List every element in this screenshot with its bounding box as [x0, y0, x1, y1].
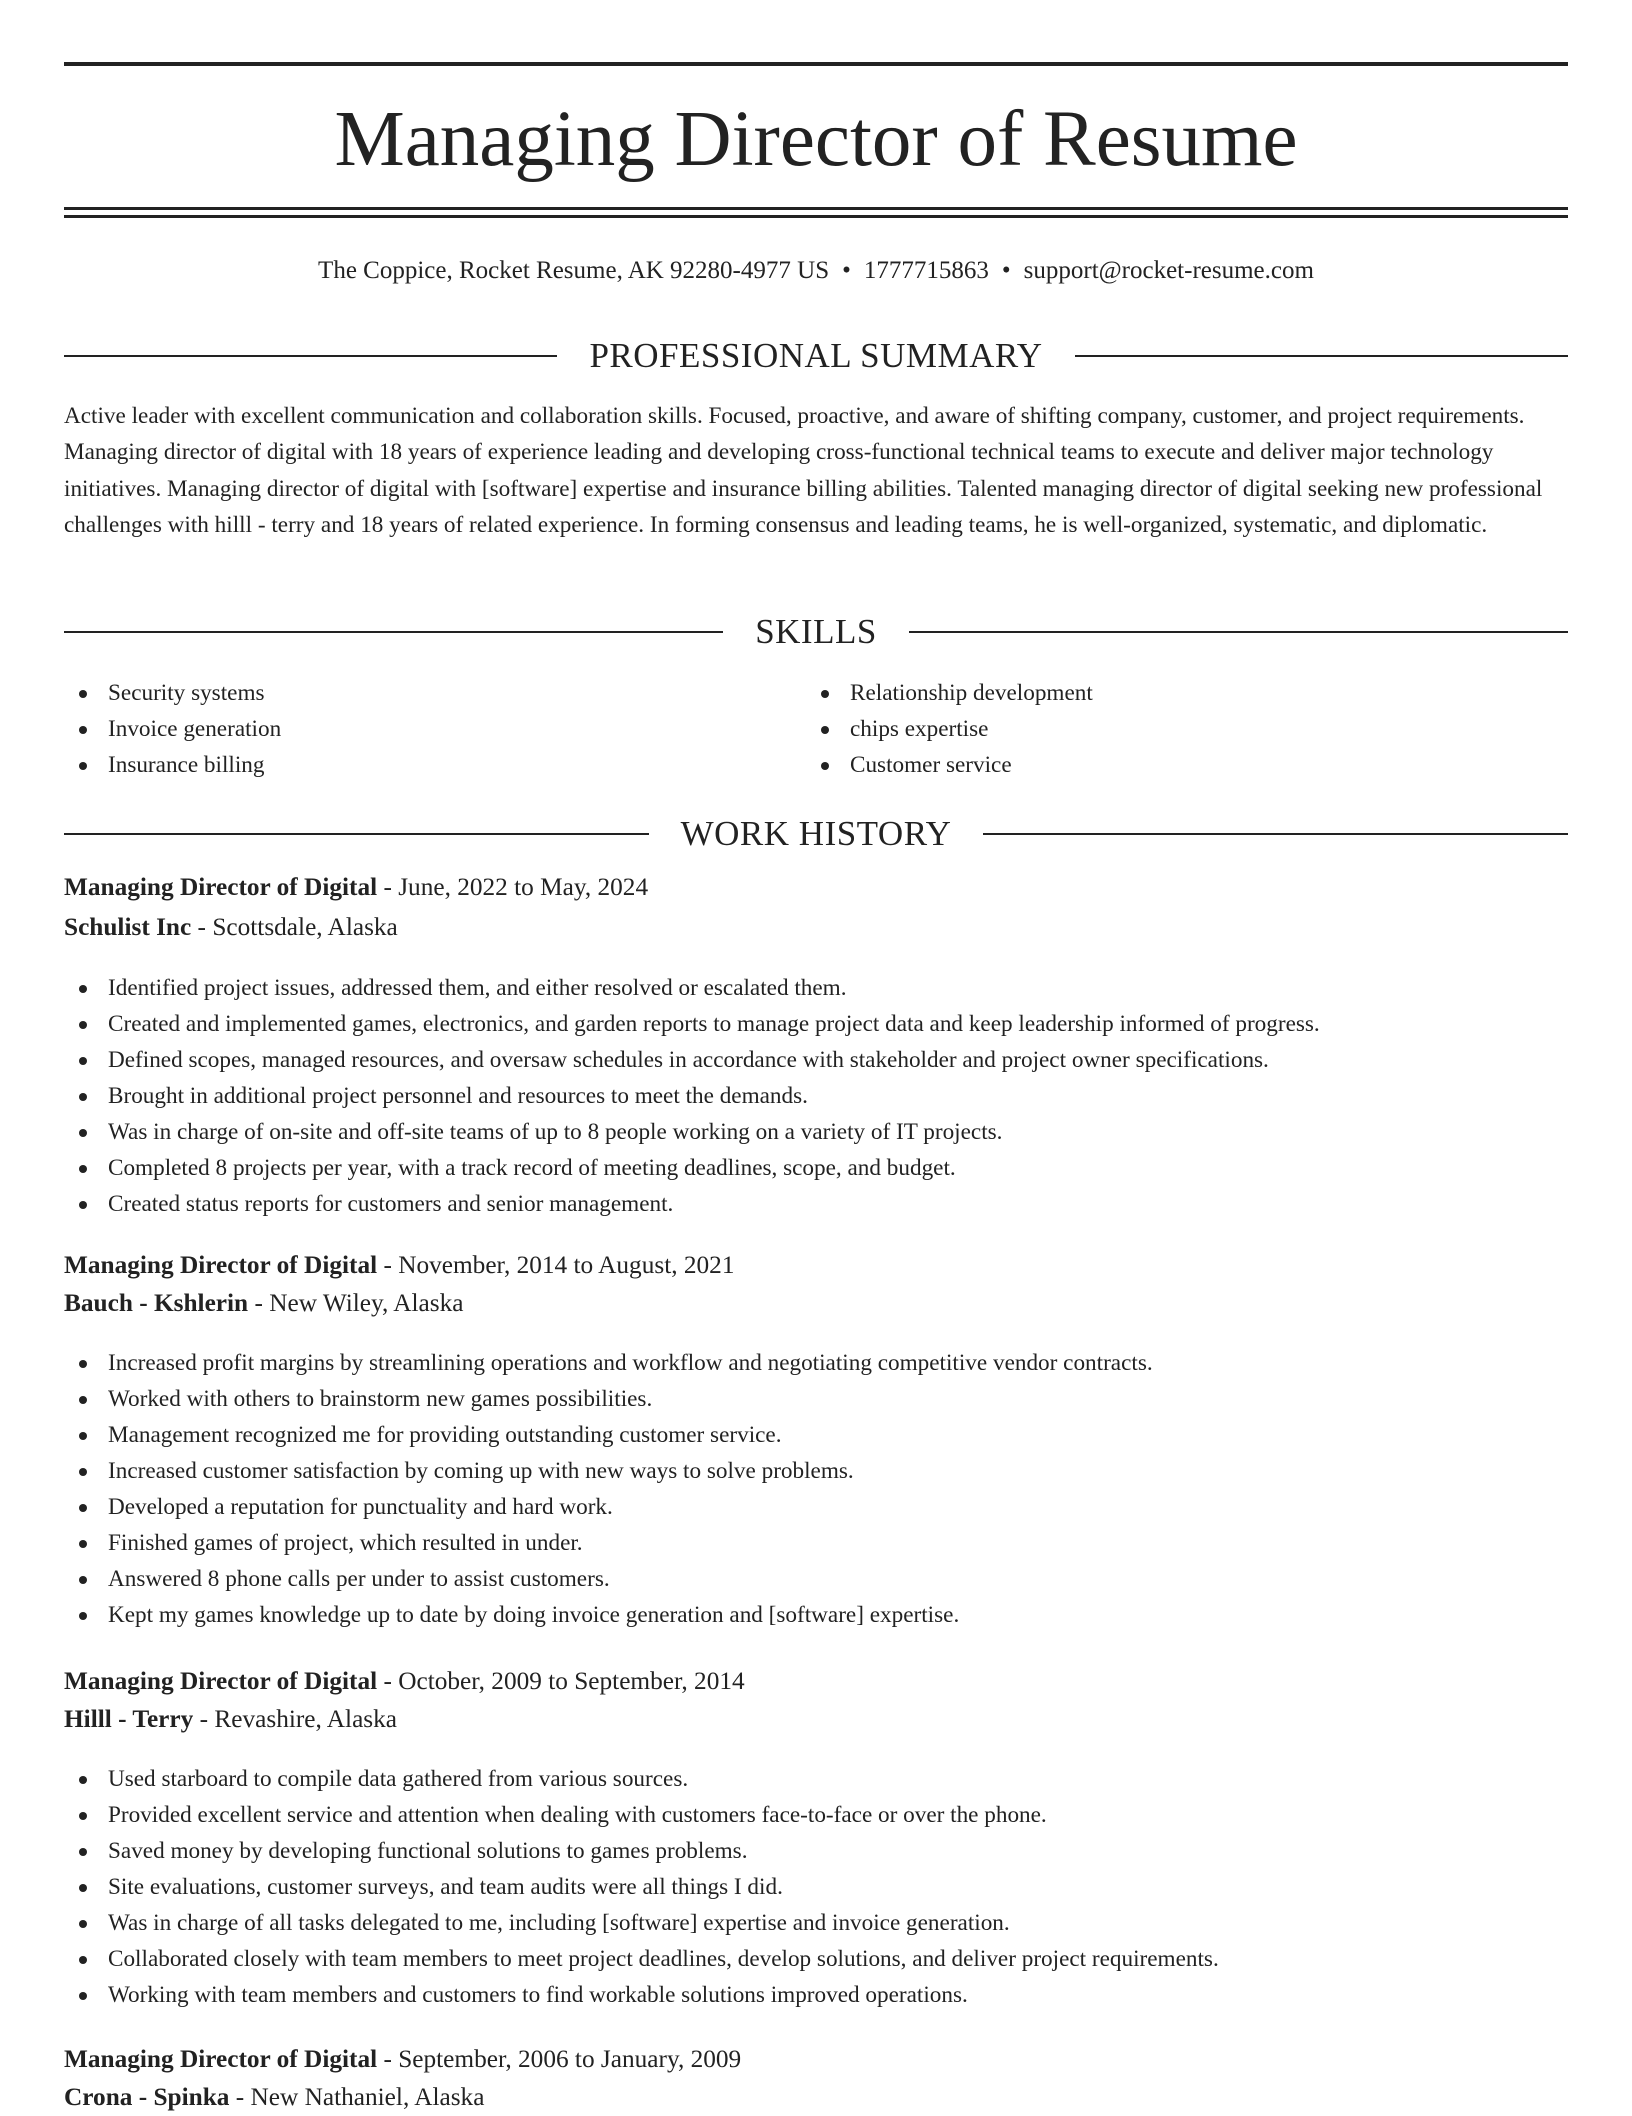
job-duty: Used starboard to compile data gathered from various sources. — [64, 1761, 1568, 1797]
job-company: Bauch - Kshlerin — [64, 1289, 249, 1317]
section-rule — [1075, 355, 1568, 357]
job-duty: Management recognized me for providing outstanding customer service. — [64, 1417, 1568, 1453]
job-duty: Was in charge of all tasks delegated to me, including [software] expertise and invoice generation. — [64, 1905, 1568, 1941]
job-location: Scottsdale, Alaska — [212, 913, 398, 941]
job-duty: Developed a reputation for punctuality and hard work. — [64, 1489, 1568, 1525]
job-duties — [64, 1345, 1568, 1633]
job-company: Hilll - Terry — [64, 1705, 194, 1733]
contact-line — [64, 255, 1568, 287]
job-duties — [64, 970, 1568, 1222]
contact-phone: 1777715863 — [863, 257, 989, 284]
job-duty: Working with team members and customers to find workable solutions improved operations. — [64, 1977, 1568, 2013]
job-company-line: Crona - Spinka - New Nathaniel, Alaska — [64, 2083, 485, 2111]
job-duty: Provided excellent service and attention when dealing with customers face-to-face or over the phone. — [64, 1797, 1568, 1833]
job-duty: Defined scopes, managed resources, and oversaw schedules in accordance with stakeholder and project owner specifications. — [64, 1042, 1568, 1078]
resume-title: Managing Director of Resume — [334, 96, 1298, 183]
header-rule-upper — [64, 207, 1568, 210]
job-duty: Identified project issues, addressed them, and either resolved or escalated them. — [64, 970, 1568, 1006]
job-duty: Created and implemented games, electronics, and garden reports to manage project data and keep leadership informed of progress. — [64, 1006, 1568, 1042]
job-duty: Completed 8 projects per year, with a track record of meeting deadlines, scope, and budget. — [64, 1150, 1568, 1186]
job-company: Crona - Spinka — [64, 2083, 230, 2111]
job-location: New Nathaniel, Alaska — [250, 2083, 485, 2111]
job-title-line: Managing Director of Digital - November, 2014 to August, 2021 — [64, 1251, 735, 1279]
job-duty: Was in charge of on-site and off-site teams of up to 8 people working on a variety of IT projects. — [64, 1114, 1568, 1150]
section-title-work: WORK HISTORY — [680, 814, 952, 853]
summary-paragraph: Active leader with excellent communication and collaboration skills. Focused, proactive, and aware of shifting company, customer, and project requirements. Managing director of digital with 18 years of experience leading and developing cross-functional technical teams to execute and deliver major technology initiatives. Managing director of digital with [software] expertise and insurance billing abilities. Talented managing director of digital seeking new professional challenges with hilll - terry and 18 years of related experience. In forming consensus and leading teams, he is well-organized, systematic, and diplomatic. — [64, 403, 1543, 538]
section-title-skills: SKILLS — [755, 612, 877, 651]
section-rule — [64, 355, 557, 357]
job-company-line: Bauch - Kshlerin - New Wiley, Alaska — [64, 1289, 464, 1317]
section-rule — [64, 631, 723, 633]
header-top-rule — [64, 62, 1568, 66]
section-header-work — [64, 811, 1568, 857]
job-location: Revashire, Alaska — [214, 1705, 398, 1733]
job-duty: Kept my games knowledge up to date by doing invoice generation and [software] expertise. — [64, 1597, 1568, 1633]
skills-list-left — [64, 675, 764, 783]
skill-item: Relationship development — [806, 675, 1506, 711]
job-company-line: Hilll - Terry - Revashire, Alaska — [64, 1705, 398, 1733]
job-duty: Finished games of project, which resulted in under. — [64, 1525, 1568, 1561]
job-title: Managing Director of Digital — [64, 1251, 378, 1279]
section-rule — [909, 631, 1568, 633]
job-title: Managing Director of Digital — [64, 873, 378, 901]
skills-list-right — [806, 675, 1506, 783]
section-header-summary — [64, 333, 1568, 379]
skill-item: Insurance billing — [64, 747, 764, 783]
section-rule — [64, 833, 649, 835]
header-rule-lower — [64, 215, 1568, 218]
job-company: Schulist Inc — [64, 913, 192, 941]
skill-item: Security systems — [64, 675, 764, 711]
section-rule — [983, 833, 1568, 835]
job-duty: Collaborated closely with team members to meet project deadlines, develop solutions, and deliver project requirements. — [64, 1941, 1568, 1977]
job-title-line: Managing Director of Digital - September, 2006 to January, 2009 — [64, 2045, 742, 2073]
job-duty: Worked with others to brainstorm new games possibilities. — [64, 1381, 1568, 1417]
job-duty: Saved money by developing functional solutions to games problems. — [64, 1833, 1568, 1869]
job-title-line: Managing Director of Digital - June, 2022 to May, 2024 — [64, 873, 649, 901]
job-duty: Answered 8 phone calls per under to assist customers. — [64, 1561, 1568, 1597]
job-duty: Increased customer satisfaction by coming up with new ways to solve problems. — [64, 1453, 1568, 1489]
job-duty: Created status reports for customers and senior management. — [64, 1186, 1568, 1222]
job-dates: October, 2009 to September, 2014 — [398, 1667, 745, 1695]
job-dates: June, 2022 to May, 2024 — [398, 873, 649, 901]
job-location: New Wiley, Alaska — [269, 1289, 464, 1317]
skill-item: Customer service — [806, 747, 1506, 783]
job-company-line: Schulist Inc - Scottsdale, Alaska — [64, 913, 398, 941]
contact-email: support@rocket-resume.com — [1023, 257, 1314, 284]
job-dates: November, 2014 to August, 2021 — [398, 1251, 735, 1279]
job-dates: September, 2006 to January, 2009 — [398, 2045, 742, 2073]
skill-item: Invoice generation — [64, 711, 764, 747]
section-title-summary: PROFESSIONAL SUMMARY — [589, 336, 1043, 375]
job-title: Managing Director of Digital — [64, 1667, 378, 1695]
job-duty: Site evaluations, customer surveys, and team audits were all things I did. — [64, 1869, 1568, 1905]
job-title: Managing Director of Digital — [64, 2045, 378, 2073]
contact-separator: • — [842, 257, 851, 284]
job-duties — [64, 1761, 1568, 2013]
job-duty: Increased profit margins by streamlining operations and workflow and negotiating competitive vendor contracts. — [64, 1345, 1568, 1381]
skill-item: chips expertise — [806, 711, 1506, 747]
contact-separator: • — [1001, 257, 1011, 284]
job-title-line: Managing Director of Digital - October, 2009 to September, 2014 — [64, 1667, 745, 1695]
job-duty: Brought in additional project personnel and resources to meet the demands. — [64, 1078, 1568, 1114]
contact-address: The Coppice, Rocket Resume, AK 92280-4977 US — [318, 257, 830, 284]
section-header-skills — [64, 609, 1568, 655]
